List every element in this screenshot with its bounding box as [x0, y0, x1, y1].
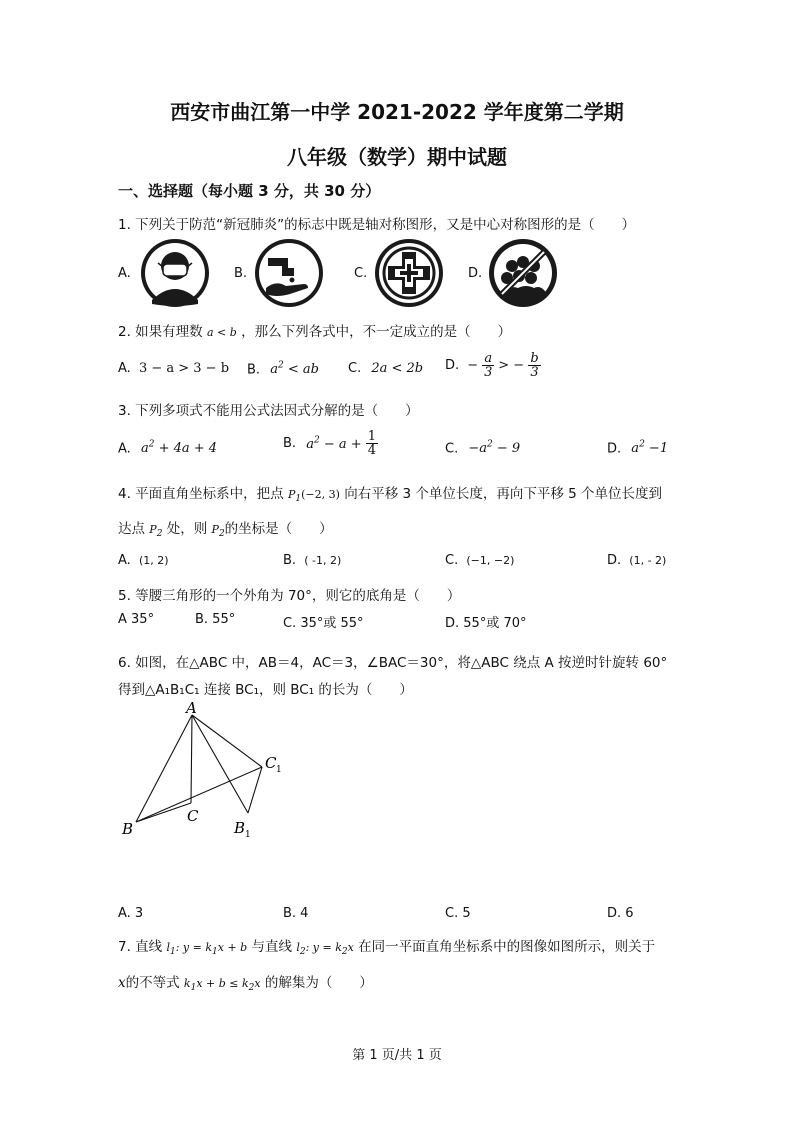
q4-option-c — [445, 553, 514, 568]
value: ( -1, 2) — [304, 554, 342, 567]
q3-option-c — [445, 440, 520, 456]
q2-option-a — [118, 361, 229, 376]
q7-line2 — [118, 971, 373, 993]
q6-option-b: B. 4 — [283, 906, 309, 921]
point-p: P — [211, 523, 219, 536]
value: (−1, −2) — [466, 554, 515, 567]
expr-part: − a + — [319, 436, 362, 452]
q5-stem: 5. 等腰三角形的一个外角为 70°，则它的底角是（ ） — [118, 588, 461, 604]
segment-AC1 — [192, 715, 262, 767]
q4-coord: (−2, 3) — [301, 488, 340, 501]
label-B: B — [122, 820, 134, 838]
sub: 2 — [156, 529, 163, 540]
q7-text: 7. 直线 — [118, 939, 163, 955]
exam-title-line1: 西安市曲江第一中学 2021-2022 学年度第二学期 — [170, 100, 624, 124]
var-x: x — [118, 975, 126, 991]
frac-num: 1 — [367, 429, 377, 444]
q5-option-c: C. 35°或 55° — [283, 616, 364, 631]
q2-stem-text-2: ，那么下列各式中，不一定成立的是（ ） — [241, 324, 512, 340]
q2-option-b-letter: B. — [247, 362, 261, 378]
expr-part: − 9 — [492, 441, 521, 457]
q6-line1: 6. 如图，在△ABC 中，AB＝4，AC＝3，∠BAC＝30°，将△ABC 绕点 A 按逆时针旋转 60° — [118, 655, 668, 671]
eq: x + b — [217, 941, 248, 954]
q3-option-b-letter: B. — [283, 436, 297, 451]
frac-num: b — [530, 351, 539, 366]
value: (1, 2) — [138, 554, 169, 567]
q6-option-d: D. 6 — [607, 906, 634, 921]
value: (1, - 2) — [629, 554, 667, 567]
point-p: P — [287, 488, 296, 501]
letter: A. — [118, 553, 131, 568]
letter: B. — [283, 553, 297, 568]
q2-condition: a < b — [206, 326, 237, 339]
q7-text: 的不等式 — [125, 975, 180, 991]
sub: 1 — [212, 947, 218, 958]
sub: 2 — [248, 983, 255, 994]
letter: C. — [445, 553, 459, 568]
hand-washing-icon — [254, 238, 324, 308]
ineq: x — [254, 977, 261, 990]
line-l: l — [166, 941, 170, 954]
q3-stem: 3. 下列多项式不能用公式法因式分解的是（ ） — [118, 403, 419, 419]
exam-title-line2: 八年级（数学）期中试题 — [287, 145, 507, 169]
exp: 2 — [487, 440, 493, 450]
section-heading: 一、选择题（每小题 3 分，共 30 分） — [118, 182, 381, 200]
expr-part: + 4a + 4 — [154, 441, 218, 457]
label-C1-sub: 1 — [276, 765, 282, 775]
q2-option-c-letter: C. — [348, 361, 362, 376]
exp: 2 — [313, 435, 320, 446]
q2-option-d-frac1 — [482, 352, 494, 379]
expr-part: a — [140, 441, 149, 457]
q5-option-d: D. 55°或 70° — [445, 616, 527, 631]
q4-line2 — [118, 517, 333, 539]
q5-option-b: B. 55° — [195, 612, 236, 627]
frac-num: a — [484, 351, 493, 366]
sub: 1 — [190, 983, 197, 994]
rotation-figure — [110, 700, 310, 845]
mask-person-icon — [140, 238, 210, 308]
expr-part: a — [306, 436, 314, 452]
q4-text: 4. 平面直角坐标系中，把点 — [118, 486, 284, 502]
q5-option-a: A 35° — [118, 612, 155, 627]
q4-option-d — [607, 553, 666, 568]
q4-text-2: 向右平移 3 个单位长度，再向下平移 5 个单位长度到 — [344, 486, 663, 502]
q2-option-b-rest: < ab — [283, 362, 319, 378]
q2-option-d: D. − $\frac{a}{3}$ > − $\frac{b}{3}$ — [445, 351, 539, 380]
label-B1: B — [234, 819, 246, 837]
line-l: l — [296, 941, 300, 954]
medical-cross-icon — [374, 238, 444, 308]
q2-option-c — [348, 361, 423, 376]
q2-stem-text: 2. 如果有理数 — [118, 324, 203, 340]
q2-stem — [118, 320, 511, 340]
q1-option-d-letter: D. — [468, 266, 483, 281]
q4-text-2: 处，则 — [166, 521, 208, 537]
ineq: x + b ≤ k — [196, 977, 249, 990]
segment-B1C1 — [248, 767, 262, 813]
q3-option-b-frac — [366, 430, 378, 457]
q2-option-d-letter: D. — [445, 358, 460, 373]
q6-option-c: C. 5 — [445, 906, 471, 921]
segment-AB1 — [192, 715, 248, 813]
point-p: P — [149, 523, 157, 536]
label-A: A — [186, 700, 197, 717]
q2-option-b-base: a — [270, 362, 278, 378]
q7-text-2: 的解集为（ ） — [264, 975, 373, 991]
q1-option-a-letter: A. — [118, 266, 131, 281]
q3-option-d-letter: D. — [607, 441, 622, 457]
label-C1: C — [265, 754, 277, 772]
q1-stem: 1. 下列关于防范“新冠肺炎”的标志中既是轴对称图形，又是中心对称图形的是（ ） — [118, 217, 636, 233]
q3-option-a — [118, 440, 217, 456]
sub: 1 — [295, 494, 302, 505]
q2-option-d-frac2 — [528, 352, 540, 379]
segment-AC — [191, 715, 192, 803]
label-C: C — [187, 807, 199, 825]
q4-line1 — [118, 482, 662, 504]
eq: x — [347, 941, 354, 954]
expr-part: −1 — [644, 441, 669, 457]
segment-BC1 — [136, 767, 262, 822]
exp: 2 — [639, 440, 645, 450]
q3-option-c-letter: C. — [445, 441, 459, 457]
q7-text-2: 与直线 — [251, 939, 293, 955]
frac-den: 4 — [367, 443, 377, 458]
q7-text-3: 在同一平面直角坐标系中的图像如图所示，则关于 — [358, 939, 656, 955]
letter: D. — [607, 553, 622, 568]
q3-option-a-letter: A. — [118, 441, 131, 457]
q3-option-b — [283, 430, 378, 457]
q2-option-b — [247, 361, 319, 377]
q4-option-b — [283, 553, 341, 568]
q2-option-c-expr: 2a < 2b — [371, 361, 424, 376]
q2-option-a-letter: A. — [118, 361, 131, 376]
label-B1-sub: 1 — [245, 830, 251, 840]
ineq: k — [183, 977, 191, 990]
sub: 2 — [299, 947, 306, 958]
sub: 1 — [170, 947, 176, 958]
q4-option-a — [118, 553, 169, 568]
no-crowd-icon — [488, 238, 558, 308]
q6-line2: 得到△A₁B₁C₁ 连接 BC₁，则 BC₁ 的长为（ ） — [118, 682, 413, 698]
q1-option-c-letter: C. — [354, 266, 368, 281]
q1-option-b-letter: B. — [234, 266, 248, 281]
q6-option-a: A. 3 — [118, 906, 144, 921]
expr-part: a — [631, 441, 640, 457]
frac-den: 3 — [530, 365, 539, 380]
q2-option-a-expr: 3 − a > 3 − b — [138, 361, 230, 376]
eq: : y = k — [175, 941, 213, 954]
page-footer: 第 1 页/共 1 页 — [352, 1048, 442, 1063]
q2-option-d-mid: > − — [498, 358, 525, 373]
sub: 2 — [218, 529, 225, 540]
q4-text-3: 的坐标是（ ） — [224, 521, 333, 537]
q4-text: 达点 — [118, 521, 145, 537]
exp: 2 — [148, 440, 155, 450]
q2-option-b-exp: 2 — [277, 361, 284, 371]
sub: 2 — [341, 947, 348, 958]
eq: : y = k — [305, 941, 342, 954]
frac-den: 3 — [484, 365, 493, 380]
expr-part: −a — [468, 441, 488, 457]
q7-line1 — [118, 935, 655, 957]
q3-option-d — [607, 440, 668, 456]
